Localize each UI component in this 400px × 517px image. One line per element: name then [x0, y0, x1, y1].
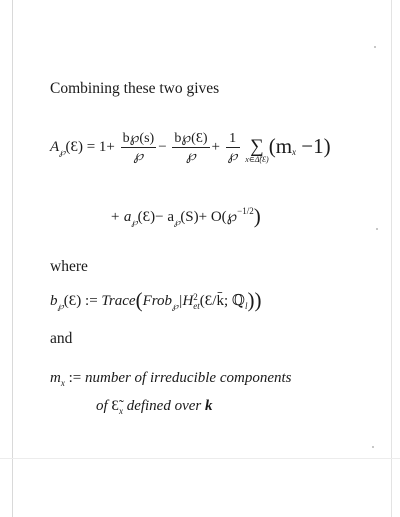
defm-description: number of irreducible components: [84, 370, 292, 386]
eq1-frac-bE: $\frac{b℘(Ɛ)}{℘}$: [174, 131, 208, 164]
eq1-lhs: A: [50, 138, 60, 155]
trace-operator: Trace: [101, 293, 136, 309]
eq1-lhs-arg: (Ɛ) = 1+: [65, 138, 115, 155]
eq1-frac-bs: $\frac{b℘(s)}{℘}$: [122, 131, 155, 164]
eq2-part3: (S)+ O(℘: [180, 209, 238, 225]
eq1-frac-one: $\frac{1}{℘}$: [227, 131, 238, 164]
eq2-exponent: −1/2: [237, 206, 254, 216]
intro-sentence: Combining these two gives: [50, 80, 220, 97]
eq1-minus: −: [158, 138, 167, 155]
definition-m-line2: of $Ɛ̃_x$ defined over k: [96, 398, 213, 416]
scan-speck: [372, 446, 374, 448]
eq1-sum-term: (m: [268, 133, 293, 158]
e-tilde: Ɛ̃: [111, 398, 119, 414]
scan-speck: [376, 228, 378, 230]
definition-m-line1: $m_x$ := number of irreducible components: [50, 370, 292, 388]
and-label: and: [50, 330, 73, 347]
definition-b: $b_℘(Ɛ)$ := Trace(Frob$_℘$|H 2 et (Ɛ/k̄; ℚ$_l$)): [50, 288, 262, 312]
where-label: where: [50, 258, 88, 275]
defb-lhs: b: [50, 293, 58, 309]
eq1-plus: +: [211, 138, 220, 155]
etale-cohomology: |H: [178, 293, 194, 309]
eq2-part2: (Ɛ)− a: [137, 209, 175, 225]
summation-symbol: ∑ x∈Δ̃(Ɛ): [245, 135, 269, 164]
eq1-lhs-sub: ℘: [59, 146, 66, 157]
equation-A-expansion: $A_℘(Ɛ) = 1+$ $\frac{b℘(s)}{℘}$ − $\frac{b℘(Ɛ)}{℘}$ + $\frac{1}{℘}$ ∑ x∈Δ̃(Ɛ) $(m_x -1)$: [50, 131, 331, 164]
eq2-part1: + a: [110, 209, 132, 225]
defm-lhs: m: [50, 370, 61, 386]
scan-speck: [374, 46, 376, 48]
scan-artifact-line: [0, 458, 400, 459]
frobenius: Frob: [142, 293, 173, 309]
field-k: k: [205, 398, 213, 414]
equation-continuation: + $a_℘(Ɛ)- a_℘(S)+$ O(℘$^{-1/2}$): [110, 204, 261, 228]
